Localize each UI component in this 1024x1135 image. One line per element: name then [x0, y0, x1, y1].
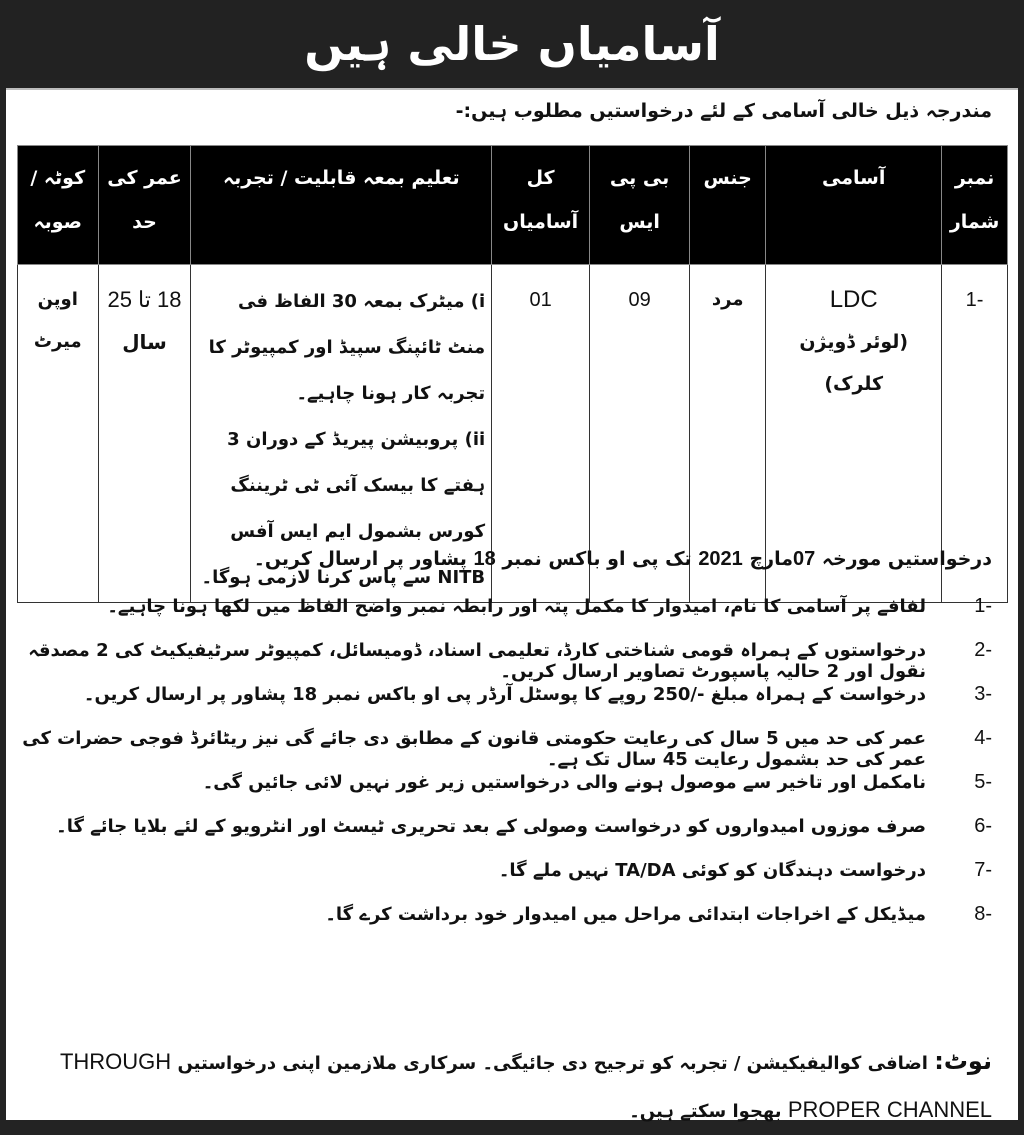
- table-header-row: [18, 146, 1008, 265]
- page-title: آسامیاں خالی ہیں: [304, 17, 720, 71]
- list-item: -2 درخواستوں کے ہمراہ قومی شناختی کارڈ، تعلیمی اسناد، ڈومیسائل، کمپیوٹر سرٹیفیکیٹ کی 2 مصدقہ نقول اور 2 حالیہ پاسپورٹ تصاویر ارسال کریں۔: [28, 639, 992, 682]
- note-section: نوٹ: اضافی کوالیفیکیشن / تجربہ کو ترجیح دی جائیگی۔ سرکاری ملازمین اپنی درخواستیں THROUGH PROPER CHANNEL بھجوا سکتے ہیں۔: [59, 1047, 992, 1122]
- education-item: i) میٹرک بمعہ 30 الفاظ فی منٹ ٹائپنگ سپیڈ اور کمپیوٹر کا تجربہ کار ہونا چاہیے۔: [208, 291, 486, 404]
- list-item: -6 صرف موزوں امیدواروں کو درخواست وصولی کے بعد تحریری ٹیسٹ اور انٹرویو کے لئے بلایا جائے گا۔: [56, 815, 992, 837]
- proper-channel-text: THROUGH PROPER CHANNEL: [59, 1049, 992, 1122]
- education-item: ii) پروبیشن پیریڈ کے دوران 3 ہفتے کا بیسک آئی ٹی ٹریننگ کورس بشمول ایم ایس آفس NITB سے پاس کرنا لازمی ہوگا۔: [201, 429, 486, 588]
- list-item: -8 میڈیکل کے اخراجات ابتدائی مراحل میں امیدوار خود برداشت کرے گا۔: [325, 903, 992, 925]
- deadline-text: درخواستیں مورخہ 07مارچ 2021 تک پی او باکس نمبر 18 پشاور پر ارسال کریں۔: [253, 548, 992, 570]
- col-header-gender: جنس: [690, 146, 766, 265]
- col-header-post: آسامی: [766, 146, 942, 265]
- list-item: -7 درخواست دہندگان کو کوئی TA/DA نہیں ملے گا۔: [498, 859, 992, 881]
- cell-bps: 09: [590, 265, 690, 603]
- note-label: نوٹ:: [934, 1047, 992, 1075]
- cell-serial: -1: [942, 265, 1008, 603]
- advertisement-panel: [6, 88, 1018, 1120]
- list-item: -1 لفافے پر آسامی کا نام، امیدوار کا مکمل پتہ اور رابطہ نمبر واضح الفاظ میں لکھا ہونا چاہیے۔: [107, 595, 992, 617]
- deadline-day: 07: [792, 548, 816, 570]
- po-box-number: 18: [473, 548, 496, 570]
- cell-age: 18 تا 25 سال: [98, 265, 191, 603]
- list-item: -5 نامکمل اور تاخیر سے موصول ہونے والی درخواستیں زیر غور نہیں لائی جائیں گی۔: [202, 771, 992, 793]
- title-band: [0, 0, 1024, 88]
- cell-quota: اوپن میرٹ: [18, 265, 99, 603]
- post-title-ur: (لوئر ڈویژن کلرک): [799, 331, 909, 395]
- list-item: -3 درخواست کے ہمراہ مبلغ -/250 روپے کا پوسٹل آرڈر پی او باکس نمبر 18 پشاور پر ارسال کریں۔: [83, 683, 992, 705]
- deadline-year: 2021: [698, 548, 743, 570]
- cell-total: 01: [492, 265, 590, 603]
- vacancy-table: [17, 145, 1008, 603]
- instructions-list: [12, 595, 992, 947]
- col-header-total: کل آسامیاں: [492, 146, 590, 265]
- col-header-quota: کوٹہ / صوبہ: [18, 146, 99, 265]
- col-header-age: عمر کی حد: [98, 146, 191, 265]
- col-header-education: تعلیم بمعہ قابلیت / تجربہ: [191, 146, 492, 265]
- list-item: -4 عمر کی حد میں 5 سال کی رعایت حکومتی قانون کے مطابق دی جائے گی نیز ریٹائرڈ فوجی حضرات کی عمر کی حد بشمول رعایت 45 سال تک ہے۔: [22, 727, 992, 770]
- intro-text: مندرجہ ذیل خالی آسامی کے لئے درخواستیں مطلوب ہیں:-: [455, 100, 992, 122]
- post-title-en: LDC: [829, 286, 878, 313]
- cell-gender: مرد: [690, 265, 766, 603]
- col-header-serial: نمبر شمار: [942, 146, 1008, 265]
- col-header-bps: بی پی ایس: [590, 146, 690, 265]
